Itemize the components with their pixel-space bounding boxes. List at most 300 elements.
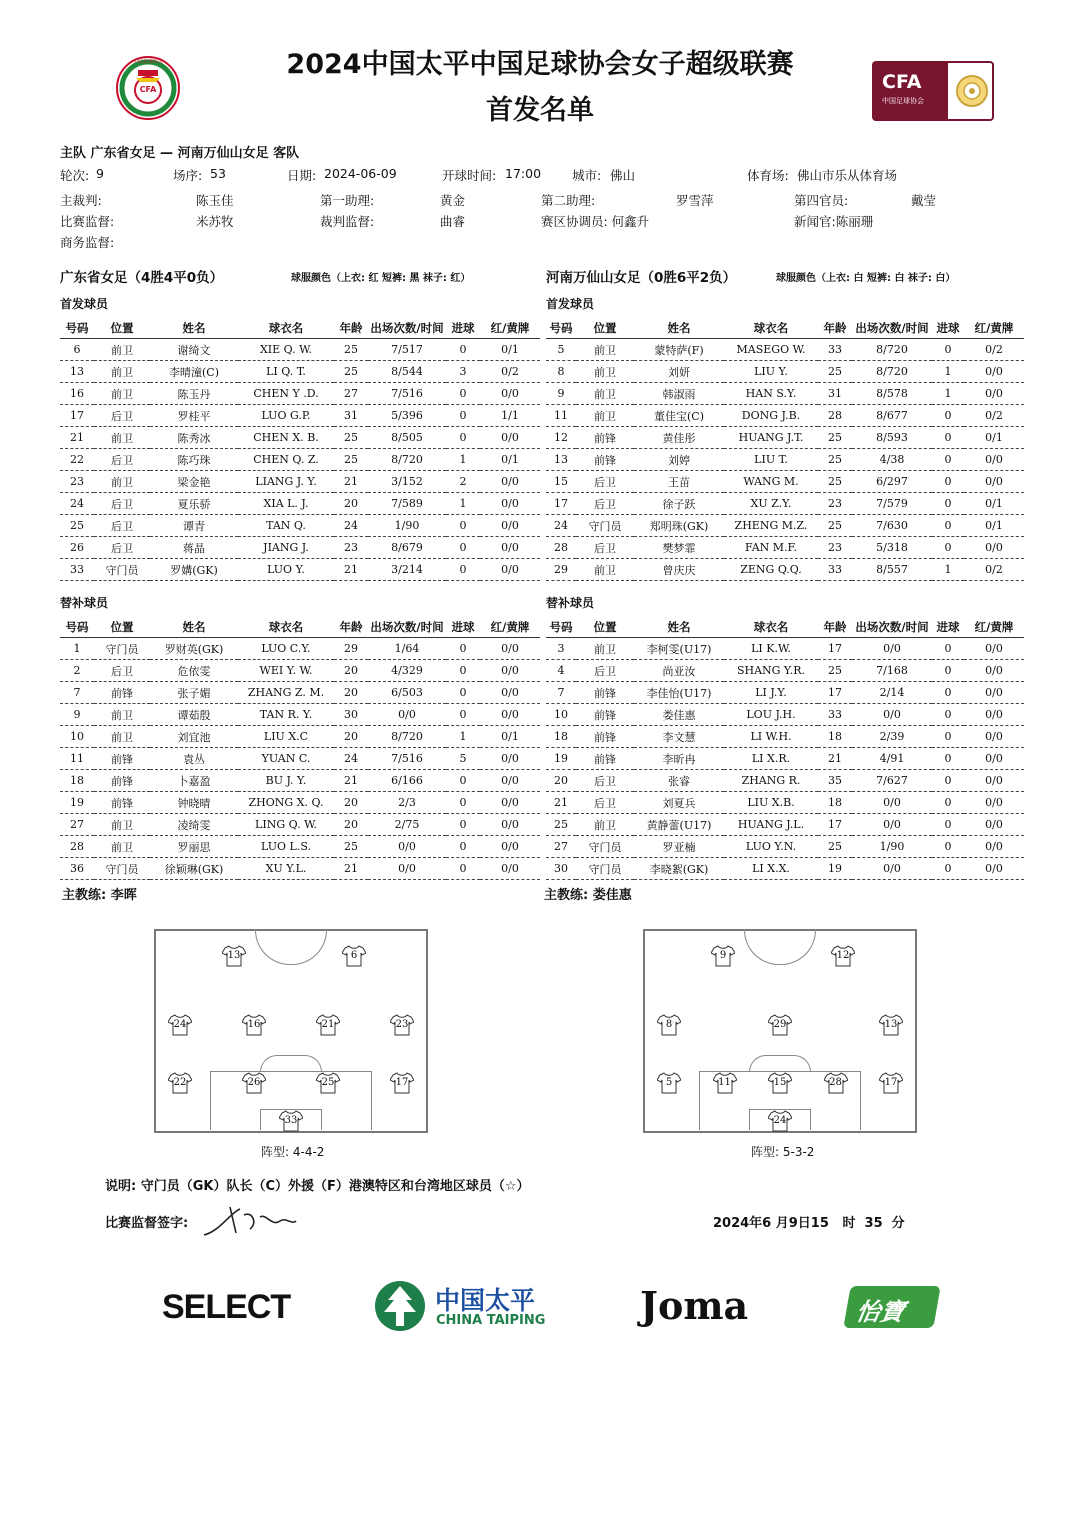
table-cell: 0	[932, 493, 964, 515]
table-cell: 后卫	[94, 449, 150, 471]
table-row	[60, 383, 540, 405]
sponsor-yibao-text: 怡寶	[853, 1298, 907, 1326]
jersey-number: 28	[829, 1077, 842, 1088]
away-subs-table	[546, 617, 1024, 880]
table-row	[60, 836, 540, 858]
table-cell: 后卫	[576, 493, 634, 515]
table-row	[546, 471, 1024, 493]
table-cell: 17	[60, 405, 94, 427]
jersey-number: 11	[718, 1077, 731, 1088]
table-cell: LIU T.	[724, 449, 818, 471]
table-row	[546, 836, 1024, 858]
table-cell: 0	[446, 638, 480, 660]
table-cell: 5/396	[368, 405, 446, 427]
home-subs-table	[60, 617, 540, 880]
table-row	[546, 814, 1024, 836]
table-cell: LUO Y.	[238, 559, 334, 581]
table-cell: 31	[334, 405, 368, 427]
table-cell: 0	[446, 339, 480, 361]
table-cell: 21	[334, 858, 368, 880]
table-row	[546, 339, 1024, 361]
page-title: 2024中国太平中国足球协会女子超级联赛	[286, 49, 794, 80]
table-row	[546, 726, 1024, 748]
table-cell: 前卫	[576, 405, 634, 427]
column-header: 红/黄牌	[964, 617, 1024, 638]
table-cell: 25	[334, 361, 368, 383]
table-cell: 21	[546, 792, 576, 814]
table-cell: 卜嘉盈	[150, 770, 238, 792]
round-label: 轮次:	[60, 168, 90, 183]
table-cell: 0/0	[852, 858, 932, 880]
table-row	[60, 792, 540, 814]
column-header: 姓名	[634, 318, 724, 339]
column-header: 位置	[576, 617, 634, 638]
column-header: 球衣名	[724, 617, 818, 638]
teams-line: 主队 广东省女足 — 河南万仙山女足 客队	[60, 146, 300, 161]
jersey-icon	[657, 1072, 681, 1094]
venue-label: 体育场:	[747, 168, 789, 183]
table-cell: 0	[446, 660, 480, 682]
table-cell: 30	[334, 704, 368, 726]
sponsor-taiping-en: CHINA TAIPING	[436, 1313, 546, 1328]
table-cell: 董佳宝(C)	[634, 405, 724, 427]
table-cell: 刘婷	[634, 449, 724, 471]
column-header: 出场次数/时间	[852, 617, 932, 638]
table-cell: 7/589	[368, 493, 446, 515]
signature-timestamp: 2024年6 月9日15 时 35 分	[713, 1216, 905, 1231]
table-cell: 25	[818, 361, 852, 383]
table-cell: 0/0	[480, 704, 540, 726]
table-cell: 0	[932, 748, 964, 770]
table-cell: 2/3	[368, 792, 446, 814]
table-cell: 罗亚楠	[634, 836, 724, 858]
jersey-number: 24	[173, 1019, 187, 1030]
table-cell: 前锋	[94, 682, 150, 704]
table-cell: 24	[546, 515, 576, 537]
table-cell: XIA L. J.	[238, 493, 334, 515]
jersey-icon	[342, 945, 366, 967]
table-cell: 25	[546, 814, 576, 836]
table-cell: 21	[334, 559, 368, 581]
table-cell: 陈玉丹	[150, 383, 238, 405]
table-cell: 21	[60, 427, 94, 449]
table-row	[60, 405, 540, 427]
table-cell: XU Y.L.	[238, 858, 334, 880]
jersey-icon	[222, 945, 246, 967]
table-cell: 0/0	[964, 537, 1024, 559]
table-cell: 18	[546, 726, 576, 748]
table-cell: 后卫	[576, 770, 634, 792]
table-cell: 0/0	[964, 792, 1024, 814]
table-cell: 1	[932, 383, 964, 405]
table-cell: LI X.X.	[724, 858, 818, 880]
jersey-icon	[768, 1014, 792, 1036]
table-cell: 前锋	[576, 748, 634, 770]
china-taiping-tree-icon	[374, 1280, 426, 1332]
table-cell: 30	[546, 858, 576, 880]
table-cell: 10	[546, 704, 576, 726]
table-row	[60, 449, 540, 471]
jersey-icon	[657, 1014, 681, 1036]
table-cell: 7/516	[368, 748, 446, 770]
table-cell: 张子媚	[150, 682, 238, 704]
table-cell: 前卫	[576, 638, 634, 660]
column-header: 号码	[546, 617, 576, 638]
column-header: 姓名	[150, 617, 238, 638]
signature-label: 比赛监督签字:	[105, 1216, 189, 1231]
table-cell: ZHANG Z. M.	[238, 682, 334, 704]
table-cell: SHANG Y.R.	[724, 660, 818, 682]
table-cell: 18	[60, 770, 94, 792]
jersey-icon	[316, 1014, 340, 1036]
table-cell: 前卫	[94, 427, 150, 449]
table-cell: 11	[60, 748, 94, 770]
table-row	[60, 770, 540, 792]
table-row	[546, 383, 1024, 405]
away-starters-label: 首发球员	[546, 297, 595, 311]
table-cell: 李佳怡(U17)	[634, 682, 724, 704]
referee-assessor-label: 裁判监督:	[320, 214, 375, 229]
home-subs-label: 替补球员	[60, 596, 109, 610]
table-cell: 凌绮雯	[150, 814, 238, 836]
badge-ring-text: 中国足球协会	[132, 59, 163, 65]
table-cell: 0/2	[964, 405, 1024, 427]
match-no-value: 53	[210, 166, 226, 181]
cfa-logo-text: CFA	[882, 71, 922, 93]
table-cell: LIU Y.	[724, 361, 818, 383]
table-cell: 谭茹殷	[150, 704, 238, 726]
table-cell: JIANG J.	[238, 537, 334, 559]
jersey-number: 23	[395, 1019, 409, 1030]
away-kit: 球服颜色（上衣: 白 短裤: 白 袜子: 白）	[776, 273, 956, 284]
table-cell: 0/0	[964, 682, 1024, 704]
jersey-number: 25	[321, 1077, 335, 1088]
table-cell: 后卫	[576, 537, 634, 559]
table-cell: 前卫	[576, 559, 634, 581]
table-cell: 0/0	[480, 537, 540, 559]
round-value: 9	[96, 166, 104, 181]
table-cell: LIU X.C	[238, 726, 334, 748]
kickoff-value: 17:00	[505, 166, 542, 181]
table-row	[60, 537, 540, 559]
table-cell: 0/0	[964, 471, 1024, 493]
jersey-number: 13	[884, 1019, 898, 1030]
table-cell: 前锋	[576, 449, 634, 471]
table-cell: 18	[818, 726, 852, 748]
table-cell: 0/0	[964, 660, 1024, 682]
table-cell: 4/91	[852, 748, 932, 770]
table-cell: 徐子跃	[634, 493, 724, 515]
table-cell: 23	[818, 493, 852, 515]
table-cell: 0	[932, 792, 964, 814]
column-header: 进球	[932, 617, 964, 638]
jersey-icon	[768, 1072, 792, 1094]
table-cell: 3/152	[368, 471, 446, 493]
column-header: 出场次数/时间	[368, 617, 446, 638]
table-cell: 33	[818, 339, 852, 361]
sponsor-joma-logo: Joma	[640, 1283, 749, 1328]
table-cell: 25	[818, 515, 852, 537]
table-cell: 刘宜池	[150, 726, 238, 748]
table-cell: 23	[334, 537, 368, 559]
table-cell: 19	[60, 792, 94, 814]
table-cell: 前锋	[94, 770, 150, 792]
table-cell: 前卫	[94, 471, 150, 493]
table-cell: 守门员	[576, 858, 634, 880]
table-cell: 袁丛	[150, 748, 238, 770]
table-cell: 0/0	[480, 858, 540, 880]
jersey-number: 24	[773, 1115, 787, 1126]
table-cell: 1/1	[480, 405, 540, 427]
table-row	[546, 792, 1024, 814]
jersey-icon	[713, 1072, 737, 1094]
table-cell: 5	[446, 748, 480, 770]
table-cell: CHEN X. B.	[238, 427, 334, 449]
table-cell: 黄静蕾(U17)	[634, 814, 724, 836]
column-header: 红/黄牌	[964, 318, 1024, 339]
table-cell: 罗桂平	[150, 405, 238, 427]
table-cell: 黄佳彤	[634, 427, 724, 449]
column-header: 进球	[446, 617, 480, 638]
table-cell: 8/578	[852, 383, 932, 405]
table-cell: 0/0	[480, 682, 540, 704]
table-cell: 6/503	[368, 682, 446, 704]
table-cell: 25	[334, 449, 368, 471]
jersey-number: 9	[719, 950, 727, 961]
table-cell: 13	[546, 449, 576, 471]
table-cell: 27	[60, 814, 94, 836]
table-cell: 8/557	[852, 559, 932, 581]
table-cell: 6/166	[368, 770, 446, 792]
table-cell: 1	[932, 559, 964, 581]
table-row	[546, 361, 1024, 383]
venue-value: 佛山市乐从体育场	[797, 168, 898, 183]
table-cell: LI K.W.	[724, 638, 818, 660]
table-cell: 6/297	[852, 471, 932, 493]
table-cell: FAN M.F.	[724, 537, 818, 559]
ar2-label: 第二助理:	[541, 193, 596, 208]
table-cell: 6	[60, 339, 94, 361]
column-header: 位置	[94, 617, 150, 638]
column-header: 号码	[60, 617, 94, 638]
table-cell: 25	[334, 427, 368, 449]
table-row	[60, 427, 540, 449]
jersey-number: 5	[665, 1077, 673, 1088]
column-header: 年龄	[334, 318, 368, 339]
table-cell: 前锋	[576, 427, 634, 449]
table-row	[546, 559, 1024, 581]
table-cell: 陈巧珠	[150, 449, 238, 471]
table-cell: 危依雯	[150, 660, 238, 682]
table-cell: 守门员	[576, 515, 634, 537]
table-cell: MASEGO W.	[724, 339, 818, 361]
jersey-icon	[390, 1072, 414, 1094]
table-cell: ZENG Q.Q.	[724, 559, 818, 581]
table-cell: 8/544	[368, 361, 446, 383]
table-cell: 1/64	[368, 638, 446, 660]
cfa-logo-sub: 中国足球协会	[882, 97, 924, 105]
table-row	[546, 704, 1024, 726]
jersey-icon	[390, 1014, 414, 1036]
table-cell: 后卫	[576, 792, 634, 814]
table-cell: 曾庆庆	[634, 559, 724, 581]
match-commissioner-value: 米苏牧	[196, 214, 234, 229]
jersey-icon	[879, 1072, 903, 1094]
table-cell: 0/0	[480, 660, 540, 682]
home-pitch	[154, 929, 428, 1133]
table-cell: 0/0	[852, 638, 932, 660]
table-row	[60, 361, 540, 383]
jersey-icon	[242, 1072, 266, 1094]
table-cell: 0/0	[480, 638, 540, 660]
table-cell: 28	[818, 405, 852, 427]
table-cell: 前卫	[576, 383, 634, 405]
table-cell: 守门员	[94, 638, 150, 660]
table-cell: 17	[818, 814, 852, 836]
table-cell: 29	[334, 638, 368, 660]
table-cell: 郑明珠(GK)	[634, 515, 724, 537]
table-cell: 27	[334, 383, 368, 405]
table-cell: 25	[334, 836, 368, 858]
table-cell: 李昕冉	[634, 748, 724, 770]
table-cell: 10	[60, 726, 94, 748]
table-cell: 2	[446, 471, 480, 493]
table-cell: 0/0	[964, 836, 1024, 858]
column-header: 姓名	[634, 617, 724, 638]
table-cell: 0	[932, 471, 964, 493]
fourth-official-label: 第四官员:	[794, 193, 849, 208]
table-cell: 0/0	[964, 726, 1024, 748]
page-subtitle: 首发名单	[486, 95, 594, 126]
table-cell: 3	[446, 361, 480, 383]
table-cell: 0	[446, 383, 480, 405]
table-cell: 0	[932, 704, 964, 726]
table-cell: 0	[932, 638, 964, 660]
table-cell: 樊梦霏	[634, 537, 724, 559]
table-cell: HUANG J.T.	[724, 427, 818, 449]
jersey-icon	[242, 1014, 266, 1036]
table-cell: 8/505	[368, 427, 446, 449]
jersey-number: 15	[773, 1077, 787, 1088]
table-cell: 0/0	[852, 792, 932, 814]
table-cell: BU J. Y.	[238, 770, 334, 792]
table-cell: 2/39	[852, 726, 932, 748]
table-cell: 20	[546, 770, 576, 792]
table-cell: YUAN C.	[238, 748, 334, 770]
table-cell: 0	[446, 704, 480, 726]
table-cell: 0/0	[480, 471, 540, 493]
table-cell: 前锋	[576, 682, 634, 704]
table-cell: 0	[932, 449, 964, 471]
table-cell: WEI Y. W.	[238, 660, 334, 682]
table-row	[60, 660, 540, 682]
table-cell: 娄佳惠	[634, 704, 724, 726]
table-cell: 李柯雯(U17)	[634, 638, 724, 660]
away-subs-label: 替补球员	[546, 596, 595, 610]
commercial-label: 商务监督:	[60, 235, 115, 250]
table-cell: 0/1	[480, 339, 540, 361]
table-cell: 0/1	[964, 515, 1024, 537]
table-cell: 0	[446, 814, 480, 836]
table-cell: 21	[818, 748, 852, 770]
table-cell: 24	[334, 515, 368, 537]
table-cell: 35	[818, 770, 852, 792]
table-row	[546, 682, 1024, 704]
table-cell: 19	[818, 858, 852, 880]
cfa-logo	[872, 61, 994, 121]
jersey-icon	[831, 945, 855, 967]
table-cell: XIE Q. W.	[238, 339, 334, 361]
table-cell: 0/0	[964, 704, 1024, 726]
column-header: 出场次数/时间	[852, 318, 932, 339]
table-cell: 8/593	[852, 427, 932, 449]
press-officer: 新闻官:陈丽珊	[794, 214, 874, 229]
ar2-value: 罗雪萍	[676, 193, 714, 208]
table-cell: 28	[60, 836, 94, 858]
table-cell: 0/0	[964, 449, 1024, 471]
match-commissioner-label: 比赛监督:	[60, 214, 115, 229]
table-cell: ZHANG R.	[724, 770, 818, 792]
table-cell: CHEN Y .D.	[238, 383, 334, 405]
table-cell: 24	[334, 748, 368, 770]
table-cell: CHEN Q. Z.	[238, 449, 334, 471]
table-cell: HAN S.Y.	[724, 383, 818, 405]
table-cell: 8/677	[852, 405, 932, 427]
table-cell: 25	[818, 836, 852, 858]
sponsor-select-logo: SELECT	[162, 1288, 291, 1326]
table-cell: XU Z.Y.	[724, 493, 818, 515]
jersey-number: 33	[284, 1115, 298, 1126]
table-cell: 0	[932, 660, 964, 682]
table-cell: 0/0	[964, 748, 1024, 770]
table-row	[60, 748, 540, 770]
table-cell: 3	[546, 638, 576, 660]
table-cell: 尚亚汝	[634, 660, 724, 682]
jersey-number: 21	[321, 1019, 335, 1030]
table-cell: 15	[546, 471, 576, 493]
table-cell: 21	[334, 770, 368, 792]
table-cell: 0	[446, 537, 480, 559]
table-cell: 20	[334, 493, 368, 515]
table-cell: 后卫	[576, 660, 634, 682]
table-cell: 0	[932, 814, 964, 836]
column-header: 红/黄牌	[480, 617, 540, 638]
table-cell: 1/90	[368, 515, 446, 537]
table-cell: 29	[546, 559, 576, 581]
column-header: 位置	[94, 318, 150, 339]
table-cell: 0	[446, 770, 480, 792]
column-header: 号码	[60, 318, 94, 339]
table-cell: 蒙特萨(F)	[634, 339, 724, 361]
table-cell: 0/0	[480, 836, 540, 858]
table-cell: 8/679	[368, 537, 446, 559]
date-label: 日期:	[287, 168, 317, 183]
jersey-icon	[711, 945, 735, 967]
table-cell: 0	[932, 836, 964, 858]
table-cell: 7/517	[368, 339, 446, 361]
table-cell: 后卫	[94, 405, 150, 427]
table-cell: LUO Y.N.	[724, 836, 818, 858]
table-cell: 2/14	[852, 682, 932, 704]
table-row	[546, 449, 1024, 471]
table-row	[60, 471, 540, 493]
table-cell: 后卫	[94, 515, 150, 537]
table-cell: 1	[932, 361, 964, 383]
referee-value: 陈玉佳	[196, 193, 234, 208]
table-cell: 36	[60, 858, 94, 880]
table-cell: 前卫	[94, 361, 150, 383]
table-cell: 7/579	[852, 493, 932, 515]
